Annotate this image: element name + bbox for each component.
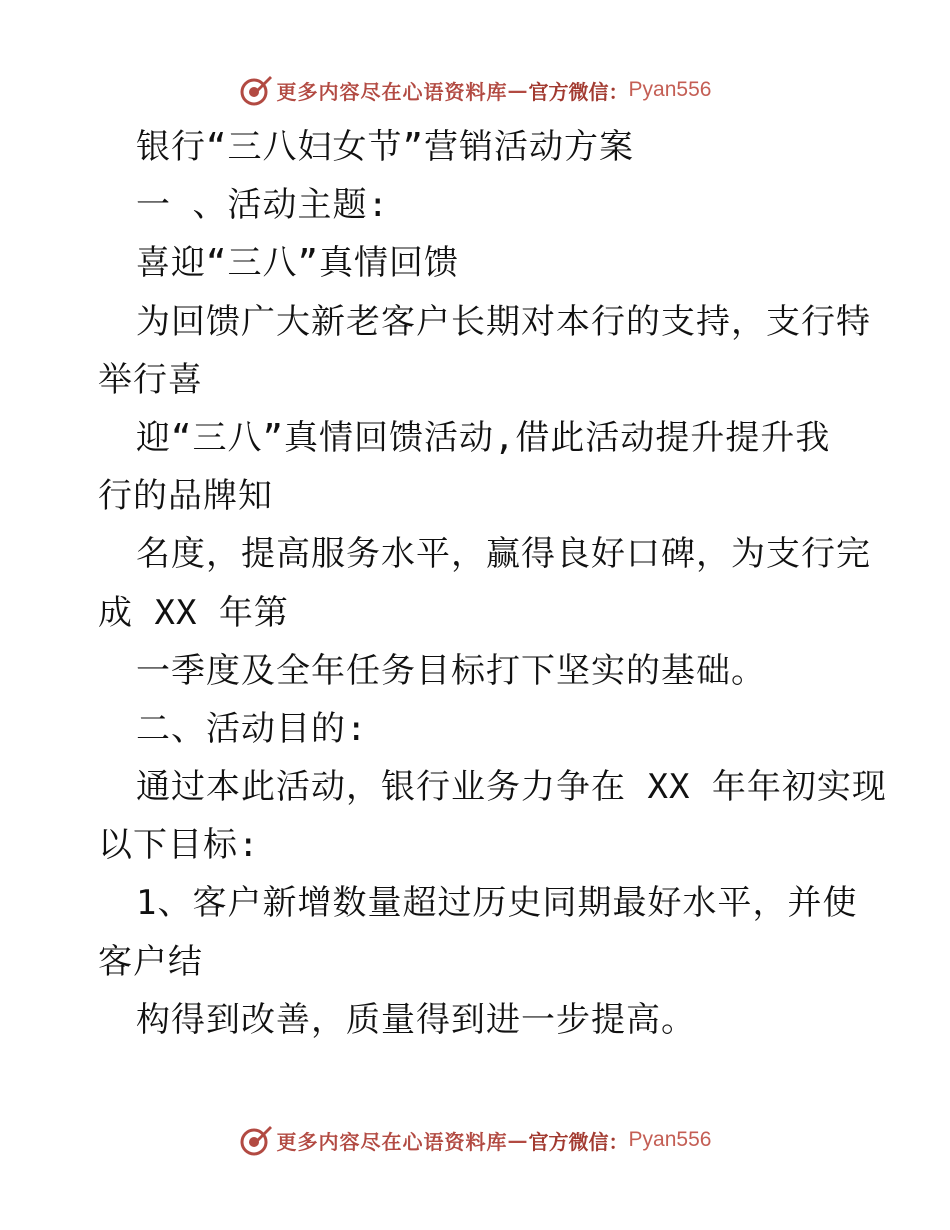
banner-text: 更多内容尽在心语资料库	[276, 79, 508, 104]
wechat-label: 官方微信：	[528, 79, 629, 104]
text-line: 迎“三八”真情回馈活动,借此活动提升提升我	[136, 417, 831, 458]
wechat-id: Pyan556	[628, 78, 712, 101]
banner-text: 更多内容尽在心语资料库	[276, 1129, 508, 1154]
text-line: 客户结	[98, 941, 203, 982]
wechat-id: Pyan556	[628, 1128, 712, 1151]
text-line: 构得到改善，质量得到进一步提高。	[136, 999, 696, 1040]
document-body	[98, 118, 887, 1049]
text-line: 成 XX 年第	[98, 592, 289, 633]
wechat-label: 官方微信：	[528, 1129, 629, 1154]
text-line: 为回馈广大新老客户长期对本行的支持，支行特	[136, 301, 871, 342]
text-line: 行的品牌知	[98, 476, 273, 517]
document-title: 银行“三八妇女节”营销活动方案	[136, 127, 634, 167]
header-banner	[0, 70, 950, 110]
text-line: 通过本此活动，银行业务力争在 XX 年年初实现	[136, 767, 887, 808]
text-line: 名度，提高服务水平，赢得良好口碑，为支行完	[136, 534, 871, 575]
text-line: 以下目标:	[98, 825, 260, 866]
banner-separator: —	[507, 78, 529, 102]
quill-seal-logo-icon	[239, 73, 273, 107]
text-line: 喜迎“三八”真情回馈	[136, 243, 459, 284]
text-line: 一季度及全年任务目标打下坚实的基础。	[136, 650, 766, 691]
section-heading-theme: 一 、活动主题:	[136, 185, 389, 226]
footer-banner	[0, 1120, 950, 1160]
section-heading-purpose: 二、活动目的:	[136, 708, 368, 749]
quill-seal-logo-icon	[239, 1123, 273, 1157]
banner-separator: —	[507, 1128, 529, 1152]
text-line: 举行喜	[98, 359, 203, 400]
text-line: 1、客户新增数量超过历史同期最好水平，并使	[136, 883, 858, 924]
